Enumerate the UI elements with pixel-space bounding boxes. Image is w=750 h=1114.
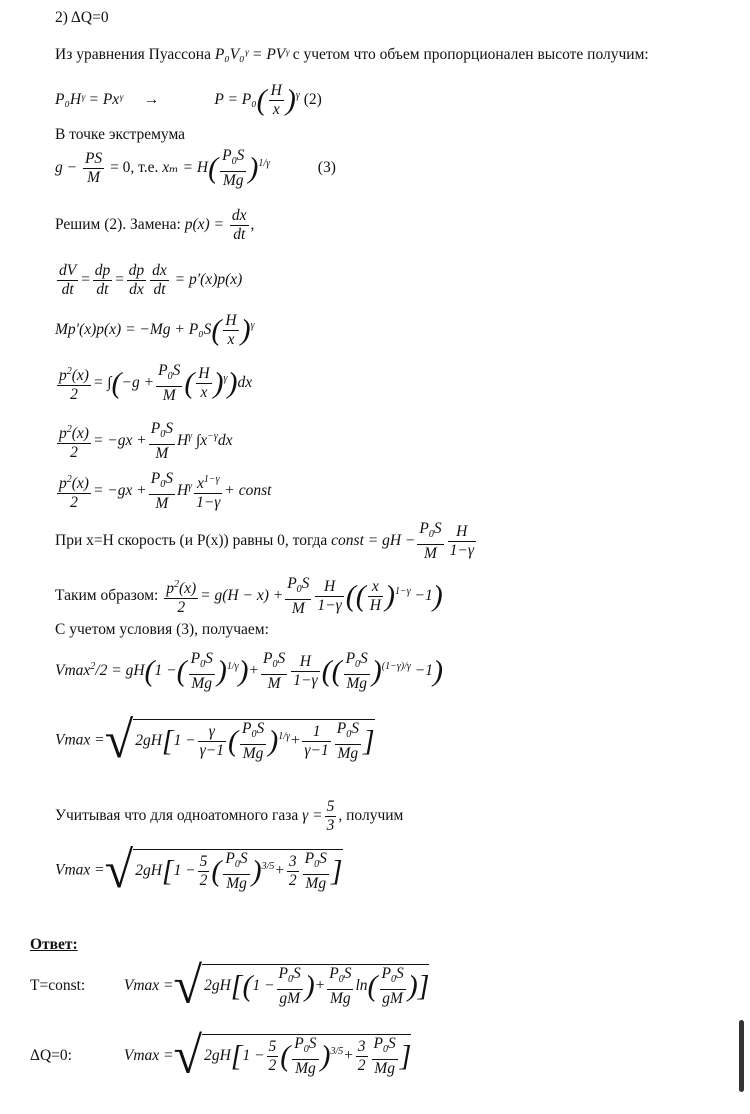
vmax-label-3: Vmax <box>55 861 91 879</box>
eq3-mid: = 0, т.е. <box>110 159 159 177</box>
extremum-text: В точке экстремума <box>55 126 186 143</box>
gamma-expr: γ = <box>302 807 323 825</box>
answer-isothermal-label: T=const: <box>30 976 86 994</box>
poisson-formula: P₀V₀ᵞ = PVᵞ <box>214 46 289 63</box>
substitution-line: Решим (2). Замена: p(x) = $\frac{dx}{dt}$ , <box>55 207 255 243</box>
monatomic-tail: , получим <box>338 807 404 825</box>
extremum-line <box>55 125 750 145</box>
vmax-monatomic-equation: Vmax =√ 2gH[1 − $\frac{5}{2}$ ( $\frac{P_0S}{Mg}$ )$^{3/5}$+ $\frac{3}{2}$ $\frac{P_0S}{Mg}$ ] <box>55 842 343 899</box>
vmax-equation: Vmax =√ 2gH[1 − $\frac{\gamma}{\gamma-1}$ ( $\frac{P_0S}{Mg}$ )$^{1/\gamma}$+ $\frac{1}{\gamma-1}$ $\frac{P_0S}{Mg}$ ] <box>55 712 375 769</box>
result-line: Таким образом: $\frac{p^2(x)}{2}$ = g(H − x) + $\frac{P_0S}{M}$ $\frac{H}{1-\gamma}$ (( $\frac{x}{H}$ )$^{1-\gamma}$ −1) <box>55 575 443 618</box>
vmax-label-5: Vmax <box>123 1046 160 1064</box>
equation-3: g − $\frac{PS}{M}$ = 0, т.е. xₘ = H( $\frac{P_0S}{Mg}$ )$^{1/\gamma}$ (3) <box>55 147 336 190</box>
eq3-tag: (3) <box>317 159 336 177</box>
arrow-icon: → <box>143 91 160 109</box>
equation-2: P₀Hᵞ = Pxᵞ → P = P₀( $\frac{H}{x}$ )$^\gamma$ (2) <box>55 82 322 118</box>
poisson-text-a: Из уравнения Пуассона <box>55 46 211 63</box>
vmax-squared-equation: Vmax$^2$/2 = gH(1 −( $\frac{P_0S}{Mg}$ )$^{1/\gamma}$)+ $\frac{P_0S}{M}$ $\frac{H}{1-\gamma}$ (( $\frac{P_0S}{Mg}$ )$^{(1-\gamma)/\gamma}$ −1) <box>55 650 443 693</box>
poisson-line <box>55 45 750 65</box>
heading-text: 2) ΔQ=0 <box>55 9 109 26</box>
integral-equation: $\frac{p^2(x)}{2}$ = ∫(−g + $\frac{P_0S}{M}$ ( $\frac{H}{x}$ )$^\gamma$)dx <box>59 362 253 405</box>
motion-equation: Mp′(x)p(x) = −Mg + P₀S( $\frac{H}{x}$ )$^\gamma$ <box>55 312 255 348</box>
boundary-line: При x=H скорость (и P(x)) равны 0, тогда const = gH − $\frac{P_0S}{M}$ $\frac{H}{1-\gamma}$ <box>55 520 474 563</box>
eq2-left: P₀Hᵞ = Pxᵞ <box>55 91 123 109</box>
vmax-label-1: Vmax <box>55 662 91 680</box>
derivative-equation: $\frac{dV}{dt}$ = $\frac{dp}{dt}$ = $\frac{dp}{dx}$ $\frac{dx}{dt}$ = p′(x)p(x) <box>59 262 243 298</box>
answer-heading <box>30 935 750 955</box>
monatomic-text: Учитывая что для одноатомного газа <box>55 807 299 825</box>
motion-expr: Mp′(x)p(x) = −Mg + P₀S <box>55 321 212 339</box>
scrollbar[interactable] <box>739 1020 744 1092</box>
substitution-expr: p(x) = <box>184 216 225 234</box>
answer-adiabatic: ΔQ=0: Vmax =√ 2gH[1 − $\frac{5}{2}$ ( $\frac{P_0S}{Mg}$ )$^{3/5}$+ $\frac{3}{2}$ $\frac{P_0S}{Mg}$ ] <box>30 1027 412 1084</box>
vmax-label-4: Vmax <box>123 976 160 994</box>
answer-text: Ответ: <box>30 936 78 953</box>
eq3-xm: xₘ = H <box>162 159 209 177</box>
result-text: Таким образом: <box>55 587 159 605</box>
substitution-text: Решим (2). Замена: <box>55 216 181 234</box>
eq2-right: P = P₀ <box>214 91 257 109</box>
answer-adiabatic-label: ΔQ=0: <box>30 1046 72 1064</box>
eq3-left: g − <box>55 159 78 177</box>
boundary-text: При x=H скорость (и P(x)) равны 0, тогда <box>55 532 328 550</box>
integral-equation-2: $\frac{p^2(x)}{2}$ = −gx + $\frac{P_0S}{M}$ $H^\gamma$ $\int x^{-\gamma}dx$ <box>59 420 233 463</box>
integral-equation-3: $\frac{p^2(x)}{2}$ = −gx + $\frac{P_0S}{M}$ $H^\gamma$ $\frac{x^{1-\gamma}}{1-\gamma}$ + const <box>59 470 272 513</box>
eq2-tag: (2) <box>303 91 322 109</box>
section-heading <box>55 8 750 28</box>
monatomic-line: Учитывая что для одноатомного газа γ = $\frac{5}{3}$ , получим <box>55 798 404 834</box>
derivative-tail: = p′(x)p(x) <box>174 271 243 289</box>
poisson-text-c: с учетом что объем пропорционален высоте получим: <box>292 46 649 63</box>
const-expr: const = gH − <box>331 532 416 550</box>
answer-isothermal: T=const: Vmax =√ 2gH[(1 − $\frac{P_0S}{gM}$ )+ $\frac{P_0S}{Mg}$ ln( $\frac{P_0S}{gM}$ )] <box>30 957 430 1014</box>
condition-text: С учетом условия (3), получаем: <box>55 621 269 638</box>
condition-line <box>55 620 750 640</box>
vmax-label-2: Vmax <box>55 731 91 749</box>
